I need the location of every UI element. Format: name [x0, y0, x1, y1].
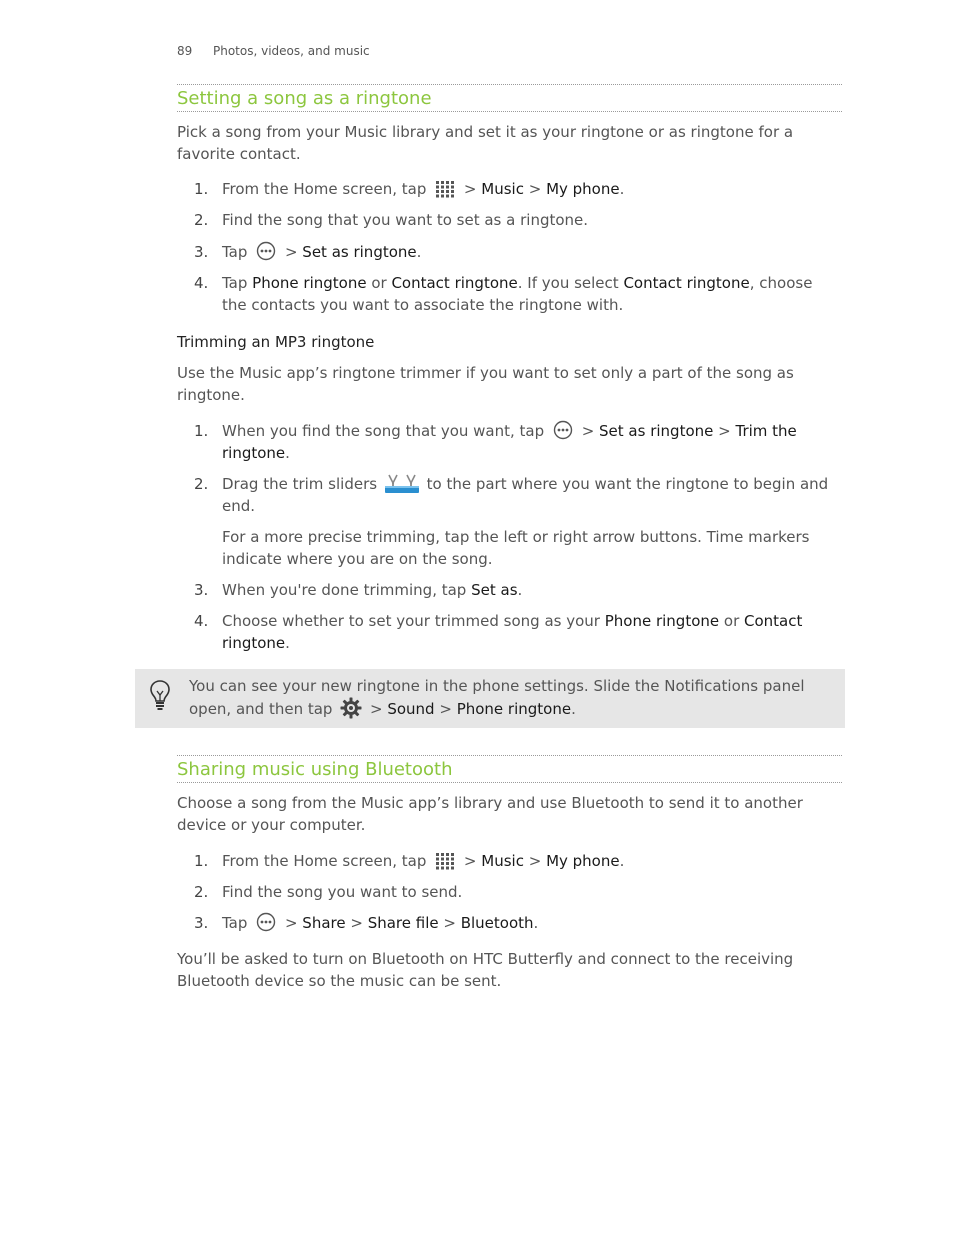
- page-header: [177, 44, 370, 58]
- divider: [177, 755, 842, 756]
- section-outro: You’ll be asked to turn on Bluetooth on HTC Butterfly and connect to the receiving Bluetooth device so the music can be sent.: [177, 950, 794, 990]
- tip-text: You can see your new ringtone in the phone settings. Slide the Notifications panel: [189, 677, 805, 695]
- apps-grid-icon: [435, 852, 455, 870]
- tip-box: You can see your new ringtone in the phone settings. Slide the Notifications panel open, and then tap > Sound > Phone ringtone.: [135, 669, 845, 728]
- section-intro: Pick a song from your Music library and set it as your ringtone or as ringtone for a favorite contact.: [177, 123, 794, 163]
- more-options-icon: [256, 912, 276, 932]
- lightbulb-icon: [149, 679, 171, 711]
- settings-gear-icon: [340, 697, 362, 719]
- more-options-icon: [256, 241, 276, 261]
- section-intro: Choose a song from the Music app’s library and use Bluetooth to send it to another device or your computer.: [177, 794, 803, 834]
- section-heading: Sharing music using Bluetooth: [177, 759, 453, 780]
- trim-sliders-icon: [384, 473, 420, 495]
- page-number: 89: [177, 44, 193, 58]
- section-heading: Setting a song as a ringtone: [177, 88, 432, 109]
- apps-grid-icon: [435, 180, 455, 198]
- divider: [177, 111, 842, 112]
- subsection-heading: Trimming an MP3 ringtone: [177, 333, 375, 351]
- more-options-icon: [553, 420, 573, 440]
- subsection-intro: Use the Music app’s ringtone trimmer if you want to set only a part of the song as ringtone.: [177, 364, 794, 404]
- running-section-title: Photos, videos, and music: [213, 44, 370, 58]
- divider: [177, 782, 842, 783]
- divider: [177, 84, 842, 85]
